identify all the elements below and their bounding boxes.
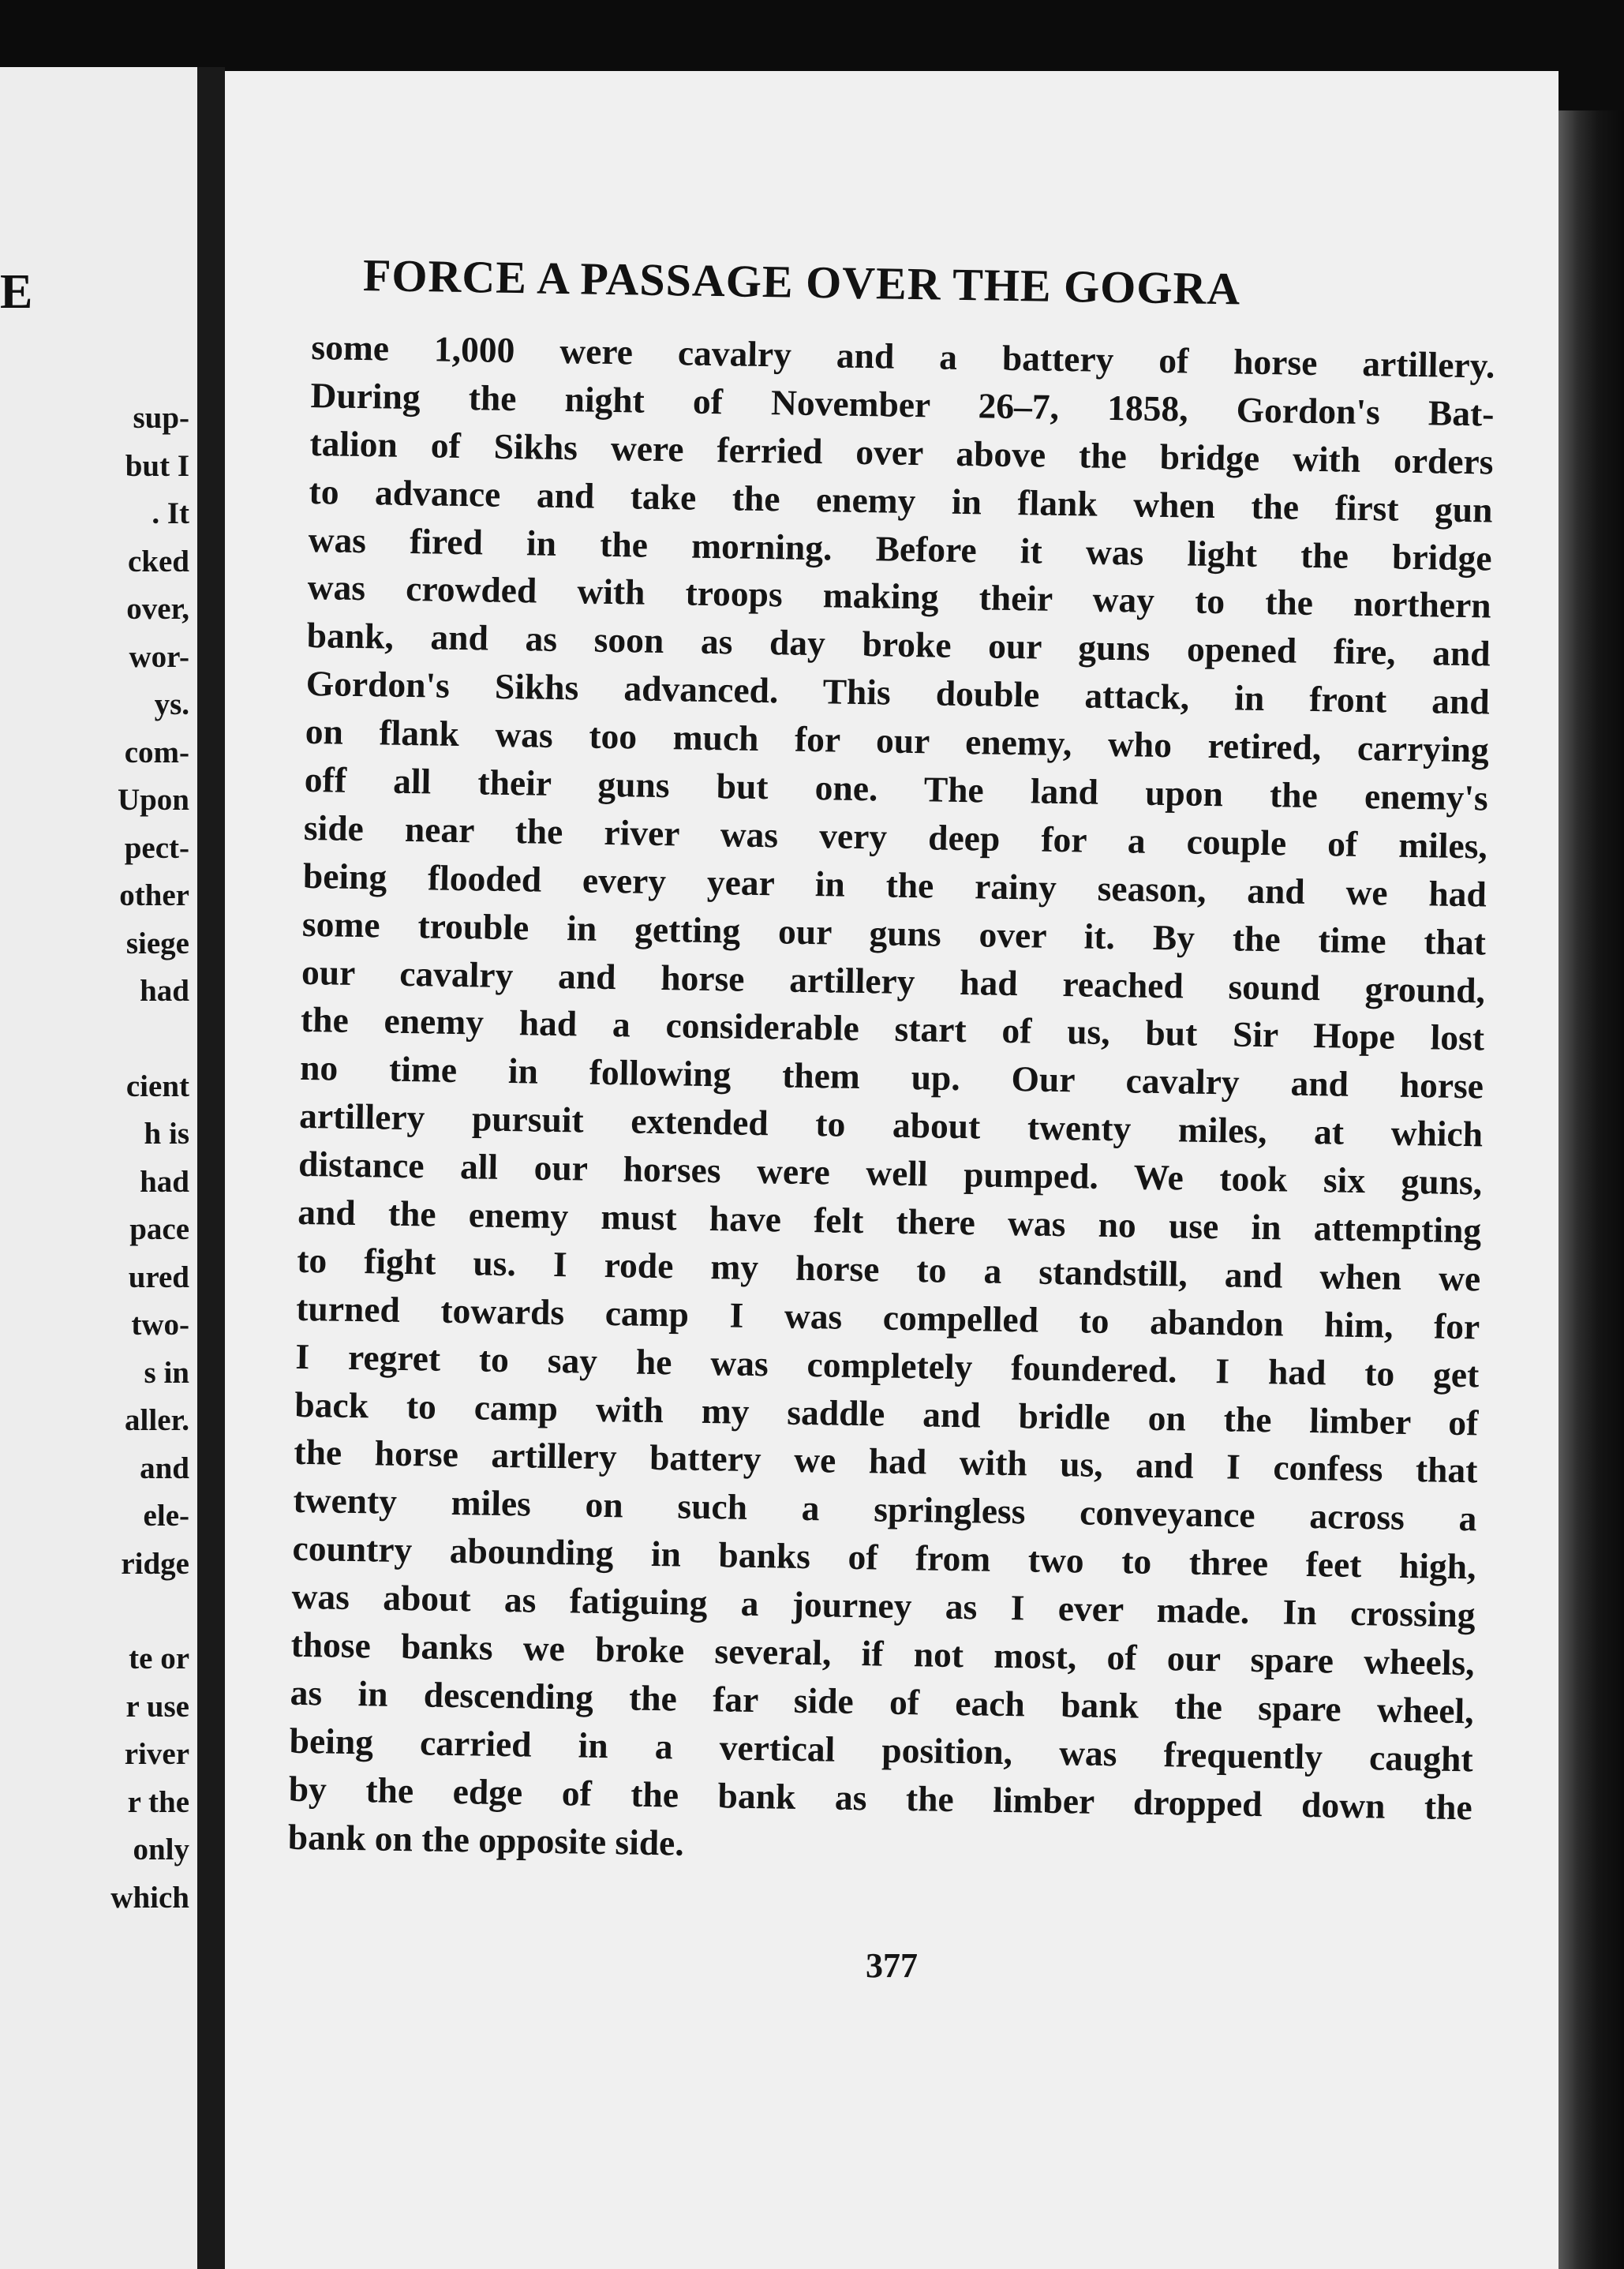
left-page-line: and (140, 1451, 189, 1485)
running-head: FORCE A PASSAGE OVER THE GOGRA (362, 249, 1241, 315)
text-line: being flooded every year in the rainy season, and we had (302, 855, 1487, 915)
left-page-line: had (140, 1164, 189, 1199)
page-number: 377 (866, 1946, 918, 1985)
left-page-line: siege (125, 926, 189, 960)
text-line: some 1,000 were cavalry and a battery of horse artillery. (311, 326, 1495, 386)
text-line: was crowded with troops making their way to the northern (307, 567, 1491, 626)
left-page-line (0, 1588, 189, 1635)
text-line: by the edge of the bank as the limber dropped down the (288, 1768, 1473, 1828)
left-page-line: had (140, 974, 189, 1008)
left-page-line: pect- (124, 830, 189, 865)
left-page-line: only (133, 1833, 189, 1866)
text-line: I regret to say he was completely foundered. I had to get (295, 1335, 1480, 1395)
text-line: on flank was too much for our enemy, who retired, carrying (305, 711, 1490, 770)
left-page-line: te or (129, 1642, 189, 1676)
left-page-line: h is (144, 1117, 189, 1151)
left-page-line: ridge (121, 1546, 189, 1581)
text-line: some trouble in getting our guns over it. By the time that (301, 903, 1487, 963)
text-line: back to camp with my saddle and bridle on the limber of (294, 1383, 1479, 1443)
left-page-line: . It (152, 496, 189, 530)
left-page-line: ured (128, 1260, 189, 1294)
left-page-line: river (124, 1737, 189, 1771)
text-line: our cavalry and horse artillery had reached sound ground, (301, 951, 1486, 1011)
book-gutter (197, 67, 225, 2269)
text-line: was fired in the morning. Before it was light the bridge (308, 519, 1492, 578)
page-edges (1559, 110, 1624, 2269)
text-line: Gordon's Sikhs advanced. This double attack, in front and (305, 663, 1491, 722)
text-line: was about as fatiguing a journey as I ever made. In crossing (291, 1575, 1476, 1635)
text-line: turned towards camp I was compelled to abandon him, for (296, 1287, 1480, 1347)
left-page-line: pace (129, 1212, 189, 1246)
left-page-line: over, (126, 592, 189, 626)
text-line: artillery pursuit extended to about twenty miles, at which (298, 1095, 1484, 1155)
left-page-text (0, 395, 189, 1922)
body-text (287, 324, 1495, 1880)
text-line: off all their guns but one. The land upon the enemy's (304, 758, 1489, 818)
text-line: talion of Sikhs were ferried over above the bridge with orders (309, 422, 1494, 482)
left-page-line: com- (124, 735, 189, 769)
text-line: country abounding in banks of from two to three feet high, (292, 1528, 1476, 1587)
text-line: to fight us. I rode my horse to a standstill, and when we (296, 1239, 1481, 1299)
text-line: no time in following them up. Our cavalry and horse (299, 1047, 1484, 1106)
text-line: During the night of November 26–7, 1858, Gordon's Bat- (310, 374, 1495, 434)
left-page-line: Upon (117, 783, 189, 817)
left-page-line (0, 1016, 189, 1063)
left-page-line: r the (127, 1784, 189, 1819)
left-page-line: cked (128, 544, 189, 578)
text-line: to advance and take the enemy in flank when the first gun (309, 470, 1493, 530)
right-page (225, 71, 1559, 2269)
left-page-line: s in (144, 1355, 189, 1390)
left-page-line: two- (131, 1308, 189, 1342)
text-line: and the enemy must have felt there was no use in attempting (297, 1191, 1482, 1251)
left-page-line: sup- (133, 401, 189, 435)
text-line: twenty miles on such a springless conveyance across a (293, 1480, 1477, 1539)
left-page-line: which (110, 1880, 189, 1915)
left-page-line: wor- (129, 639, 189, 674)
text-line: side near the river was very deep for a couple of miles, (303, 807, 1488, 867)
text-line: the horse artillery battery we had with us, and I confess that (294, 1432, 1478, 1491)
left-page (0, 67, 197, 2269)
left-page-line: ele- (143, 1499, 189, 1533)
left-page-edge-glyph: E (0, 265, 33, 319)
text-line: the enemy had a considerable start of us, but Sir Hope lost (300, 999, 1485, 1058)
text-line: being carried in a vertical position, was frequently caught (289, 1720, 1474, 1780)
text-line: bank on the opposite side. (287, 1816, 685, 1863)
left-page-line: other (119, 878, 189, 912)
text-line: bank, and as soon as day broke our guns opened fire, and (306, 615, 1491, 674)
left-page-line: cient (125, 1069, 189, 1103)
left-page-line: aller. (125, 1403, 189, 1437)
text-line: as in descending the far side of each bank the spare wheel, (290, 1672, 1474, 1732)
left-page-line: r use (125, 1689, 189, 1724)
left-page-line: but I (125, 448, 189, 483)
text-line: distance all our horses were well pumped. We took six guns, (297, 1144, 1483, 1203)
text-line: those banks we broke several, if not most, of our spare wheels, (290, 1623, 1475, 1683)
left-page-line: ys. (154, 687, 189, 721)
